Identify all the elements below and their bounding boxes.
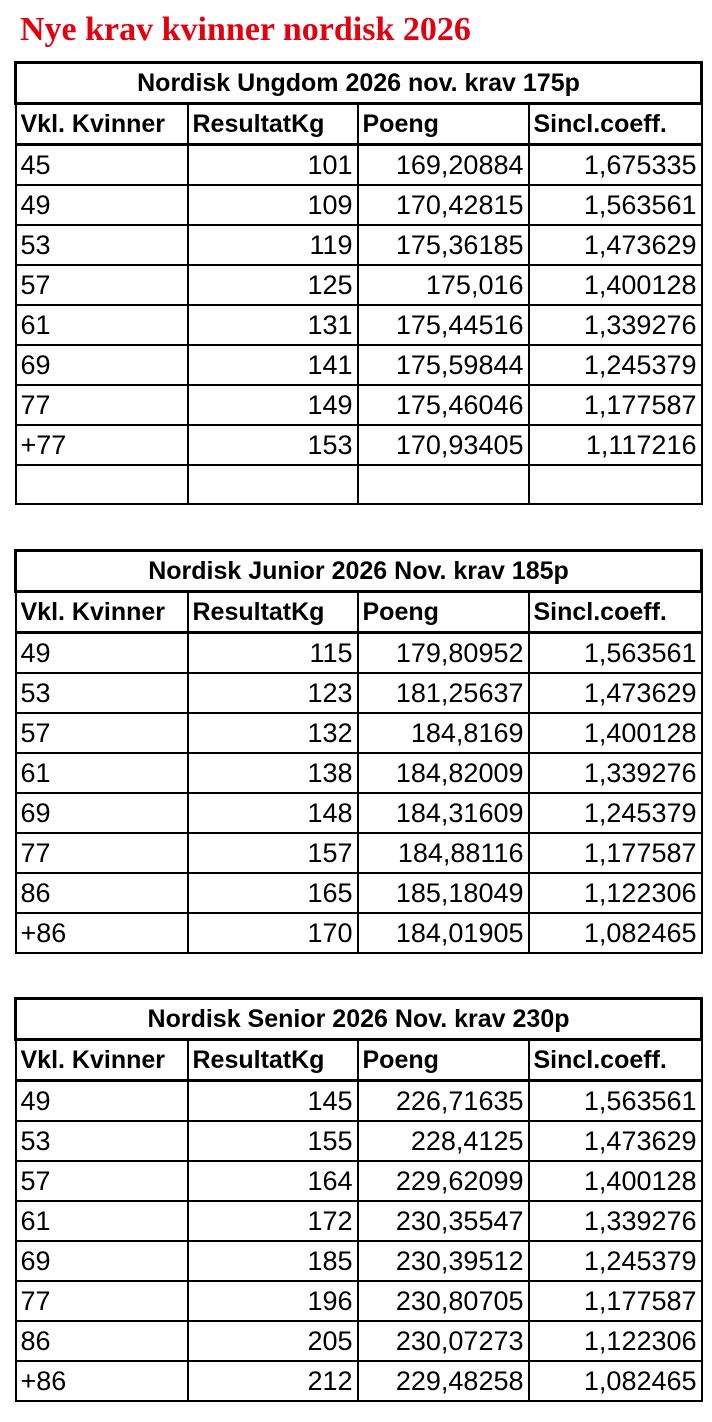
points-cell: 230,07273 <box>358 1321 529 1361</box>
table-row <box>16 145 702 186</box>
points-cell: 170,42815 <box>358 185 529 225</box>
result-kg-cell: 132 <box>188 713 358 753</box>
column-header-points: Poeng <box>358 1040 529 1081</box>
sinclair-coeff-cell: 1,473629 <box>529 673 702 713</box>
points-cell: 181,25637 <box>358 673 529 713</box>
weight-class-cell: 57 <box>16 713 188 753</box>
table-row <box>16 1241 702 1281</box>
sinclair-coeff-cell: 1,339276 <box>529 305 702 345</box>
result-kg-cell: 185 <box>188 1241 358 1281</box>
points-cell: 230,35547 <box>358 1201 529 1241</box>
weight-class-cell: 53 <box>16 225 188 265</box>
result-kg-cell: 119 <box>188 225 358 265</box>
sinclair-coeff-cell: 1,117216 <box>529 425 702 465</box>
weight-class-cell: +86 <box>16 913 188 953</box>
weight-class-cell: 77 <box>16 833 188 873</box>
table-row <box>16 633 702 674</box>
weight-class-cell: 57 <box>16 265 188 305</box>
table-row <box>16 465 702 504</box>
result-kg-cell: 123 <box>188 673 358 713</box>
sinclair-coeff-cell: 1,563561 <box>529 633 702 674</box>
weight-class-cell: 57 <box>16 1161 188 1201</box>
result-kg-cell: 196 <box>188 1281 358 1321</box>
table-row <box>16 425 702 465</box>
table-row <box>16 1121 702 1161</box>
sinclair-coeff-cell: 1,339276 <box>529 1201 702 1241</box>
points-cell: 229,48258 <box>358 1361 529 1401</box>
weight-class-cell: +77 <box>16 425 188 465</box>
weight-class-cell: 49 <box>16 633 188 674</box>
table-nordisk-ungdom <box>14 61 703 505</box>
sinclair-coeff-cell: 1,400128 <box>529 1161 702 1201</box>
weight-class-cell: 49 <box>16 185 188 225</box>
table-row <box>16 1201 702 1241</box>
sinclair-coeff-cell <box>529 465 702 504</box>
column-header-result: ResultatKg <box>188 592 358 633</box>
weight-class-cell: 45 <box>16 145 188 186</box>
table-nordisk-junior <box>14 549 703 954</box>
table-row <box>16 1161 702 1201</box>
column-header-coeff: Sincl.coeff. <box>529 104 702 145</box>
column-header-class: Vkl. Kvinner <box>16 1040 188 1081</box>
result-kg-cell: 149 <box>188 385 358 425</box>
table-row <box>16 1321 702 1361</box>
table-caption: Nordisk Junior 2026 Nov. krav 185p <box>16 551 702 592</box>
result-kg-cell: 153 <box>188 425 358 465</box>
sinclair-coeff-cell: 1,400128 <box>529 713 702 753</box>
result-kg-cell: 145 <box>188 1081 358 1122</box>
points-cell: 184,8169 <box>358 713 529 753</box>
points-cell: 226,71635 <box>358 1081 529 1122</box>
sinclair-coeff-cell: 1,177587 <box>529 833 702 873</box>
sinclair-coeff-cell: 1,177587 <box>529 1281 702 1321</box>
weight-class-cell: +86 <box>16 1361 188 1401</box>
column-header-class: Vkl. Kvinner <box>16 592 188 633</box>
table-row <box>16 673 702 713</box>
table-caption-row <box>16 63 702 104</box>
points-cell: 170,93405 <box>358 425 529 465</box>
result-kg-cell: 125 <box>188 265 358 305</box>
column-header-result: ResultatKg <box>188 1040 358 1081</box>
table-row <box>16 185 702 225</box>
column-header-row <box>16 592 702 633</box>
table-row <box>16 265 702 305</box>
result-kg-cell: 148 <box>188 793 358 833</box>
points-cell: 228,4125 <box>358 1121 529 1161</box>
weight-class-cell: 77 <box>16 385 188 425</box>
sinclair-coeff-cell: 1,675335 <box>529 145 702 186</box>
column-header-class: Vkl. Kvinner <box>16 104 188 145</box>
sinclair-coeff-cell: 1,122306 <box>529 1321 702 1361</box>
points-cell: 184,31609 <box>358 793 529 833</box>
column-header-row <box>16 104 702 145</box>
page-title: Nye krav kvinner nordisk 2026 <box>20 11 471 48</box>
table-caption-row <box>16 551 702 592</box>
table-row <box>16 305 702 345</box>
points-cell: 185,18049 <box>358 873 529 913</box>
sinclair-coeff-cell: 1,400128 <box>529 265 702 305</box>
result-kg-cell: 141 <box>188 345 358 385</box>
weight-class-cell: 53 <box>16 1121 188 1161</box>
result-kg-cell <box>188 465 358 504</box>
weight-class-cell: 69 <box>16 1241 188 1281</box>
column-header-result: ResultatKg <box>188 104 358 145</box>
sinclair-coeff-cell: 1,473629 <box>529 1121 702 1161</box>
result-kg-cell: 109 <box>188 185 358 225</box>
result-kg-cell: 212 <box>188 1361 358 1401</box>
result-kg-cell: 172 <box>188 1201 358 1241</box>
weight-class-cell: 77 <box>16 1281 188 1321</box>
table-row <box>16 1361 702 1401</box>
result-kg-cell: 115 <box>188 633 358 674</box>
table-row <box>16 1081 702 1122</box>
table-caption-row <box>16 999 702 1040</box>
result-kg-cell: 205 <box>188 1321 358 1361</box>
table-row <box>16 753 702 793</box>
points-cell: 184,82009 <box>358 753 529 793</box>
table-row <box>16 1281 702 1321</box>
sinclair-coeff-cell: 1,245379 <box>529 345 702 385</box>
table-row <box>16 385 702 425</box>
table-row <box>16 873 702 913</box>
column-header-row <box>16 1040 702 1081</box>
points-cell: 179,80952 <box>358 633 529 674</box>
table-row <box>16 225 702 265</box>
weight-class-cell: 69 <box>16 793 188 833</box>
points-cell: 230,39512 <box>358 1241 529 1281</box>
points-cell: 175,36185 <box>358 225 529 265</box>
result-kg-cell: 131 <box>188 305 358 345</box>
points-cell: 169,20884 <box>358 145 529 186</box>
sinclair-coeff-cell: 1,473629 <box>529 225 702 265</box>
points-cell: 184,88116 <box>358 833 529 873</box>
table-row <box>16 345 702 385</box>
sinclair-coeff-cell: 1,245379 <box>529 1241 702 1281</box>
sinclair-coeff-cell: 1,082465 <box>529 1361 702 1401</box>
weight-class-cell: 69 <box>16 345 188 385</box>
result-kg-cell: 101 <box>188 145 358 186</box>
points-cell <box>358 465 529 504</box>
weight-class-cell: 61 <box>16 753 188 793</box>
table-row <box>16 793 702 833</box>
sinclair-coeff-cell: 1,563561 <box>529 185 702 225</box>
table-caption: Nordisk Senior 2026 Nov. krav 230p <box>16 999 702 1040</box>
result-kg-cell: 170 <box>188 913 358 953</box>
sinclair-coeff-cell: 1,245379 <box>529 793 702 833</box>
table-row <box>16 713 702 753</box>
weight-class-cell: 61 <box>16 1201 188 1241</box>
weight-class-cell <box>16 465 188 504</box>
points-cell: 175,44516 <box>358 305 529 345</box>
table-caption: Nordisk Ungdom 2026 nov. krav 175p <box>16 63 702 104</box>
column-header-coeff: Sincl.coeff. <box>529 592 702 633</box>
weight-class-cell: 61 <box>16 305 188 345</box>
result-kg-cell: 157 <box>188 833 358 873</box>
points-cell: 175,016 <box>358 265 529 305</box>
table-row <box>16 833 702 873</box>
column-header-coeff: Sincl.coeff. <box>529 1040 702 1081</box>
weight-class-cell: 49 <box>16 1081 188 1122</box>
points-cell: 184,01905 <box>358 913 529 953</box>
table-row <box>16 913 702 953</box>
sinclair-coeff-cell: 1,082465 <box>529 913 702 953</box>
table-nordisk-senior <box>14 997 703 1402</box>
sinclair-coeff-cell: 1,563561 <box>529 1081 702 1122</box>
sinclair-coeff-cell: 1,339276 <box>529 753 702 793</box>
weight-class-cell: 86 <box>16 873 188 913</box>
column-header-points: Poeng <box>358 592 529 633</box>
sinclair-coeff-cell: 1,122306 <box>529 873 702 913</box>
weight-class-cell: 53 <box>16 673 188 713</box>
result-kg-cell: 138 <box>188 753 358 793</box>
points-cell: 175,59844 <box>358 345 529 385</box>
points-cell: 229,62099 <box>358 1161 529 1201</box>
weight-class-cell: 86 <box>16 1321 188 1361</box>
points-cell: 230,80705 <box>358 1281 529 1321</box>
result-kg-cell: 155 <box>188 1121 358 1161</box>
points-cell: 175,46046 <box>358 385 529 425</box>
column-header-points: Poeng <box>358 104 529 145</box>
sinclair-coeff-cell: 1,177587 <box>529 385 702 425</box>
result-kg-cell: 165 <box>188 873 358 913</box>
result-kg-cell: 164 <box>188 1161 358 1201</box>
